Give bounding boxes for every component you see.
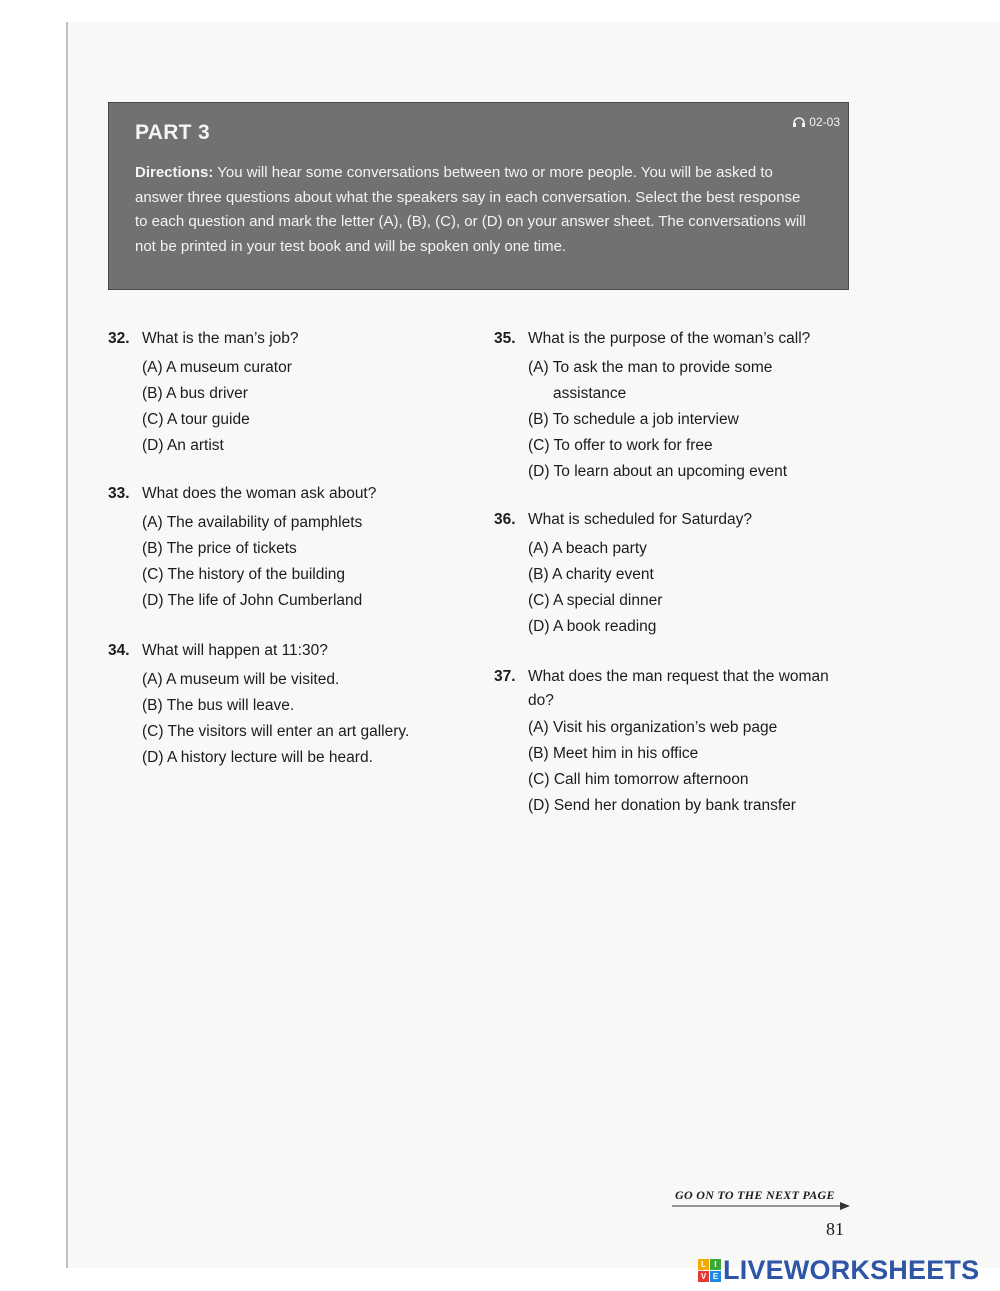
answer-option[interactable]: (C) Call him tomorrow afternoon [528,771,749,788]
answer-option[interactable]: (C) The visitors will enter an art gallery. [142,723,410,740]
question-number: 36. [494,511,516,528]
answer-option[interactable]: (A) To ask the man to provide some assistance [528,359,773,402]
answer-option[interactable]: (B) Meet him in his office [528,745,699,762]
question-text: What is scheduled for Saturday? [528,511,753,528]
next-page-label: GO ON TO THE NEXT PAGE [675,1188,835,1202]
answer-option[interactable]: (A) Visit his organization’s web page [528,719,778,736]
answer-option[interactable]: (B) The bus will leave. [142,697,295,714]
answer-option[interactable]: (D) To learn about an upcoming event [528,463,788,480]
directions-label: Directions: [135,164,214,181]
answer-option[interactable]: (A) A museum curator [142,359,292,376]
question-number: 34. [108,642,130,659]
question-text: What will happen at 11:30? [142,642,328,659]
answer-option[interactable]: (B) To schedule a job interview [528,411,739,428]
answer-option[interactable]: (D) Send her donation by bank transfer [528,797,796,814]
answer-option[interactable]: (D) An artist [142,437,224,454]
audio-track-label [792,115,840,129]
part-header-banner [108,102,849,290]
directions-text [135,161,815,259]
headphones-icon [792,116,806,128]
liveworksheets-wordmark: LIVEWORKSHEETS [723,1255,980,1285]
liveworksheets-icon: L I V E [698,1259,721,1282]
answer-option[interactable]: (D) A book reading [528,618,657,635]
question-32 [108,327,488,459]
question-34 [108,639,488,771]
question-number: 32. [108,330,130,347]
answer-option[interactable]: (A) A beach party [528,540,647,557]
answer-option[interactable]: (C) A special dinner [528,592,663,609]
audio-track-number: 02-03 [809,115,840,129]
answer-option[interactable]: (A) The availability of pamphlets [142,514,363,531]
liveworksheets-logo [698,1255,979,1286]
question-text: What does the woman ask about? [142,485,377,502]
question-text: What is the man’s job? [142,330,299,347]
answer-option[interactable]: (D) The life of John Cumberland [142,592,363,609]
question-number: 33. [108,485,130,502]
answer-option[interactable]: (A) A museum will be visited. [142,671,340,688]
question-number: 37. [494,668,516,685]
question-37 [494,665,854,819]
directions-body: You will hear some conversations between two or more people. You will be asked to answer three questions about what the speakers say in each conversation. Select the best response to each question and mark the letter (A), (B), (C), or (D) on your answer sheet. The conversations will not be printed in your test book and will be spoken only one time. [135,164,806,255]
question-36 [494,508,854,640]
answer-option[interactable]: (B) A bus driver [142,385,248,402]
answer-option[interactable]: (B) A charity event [528,566,654,583]
question-text: What does the man request that the woman do? [528,668,829,709]
question-text: What is the purpose of the woman’s call? [528,330,811,347]
answer-option[interactable]: (B) The price of tickets [142,540,297,557]
page-number: 81 [826,1219,844,1239]
question-number: 35. [494,330,516,347]
question-35 [494,327,854,485]
answer-option[interactable]: (C) The history of the building [142,566,346,583]
answer-option[interactable]: (C) A tour guide [142,411,250,428]
question-33 [108,482,488,614]
next-page-arrow-icon [672,1201,852,1211]
part-title: PART 3 [135,121,210,144]
answer-option[interactable]: (D) A history lecture will be heard. [142,749,373,766]
answer-option[interactable]: (C) To offer to work for free [528,437,713,454]
